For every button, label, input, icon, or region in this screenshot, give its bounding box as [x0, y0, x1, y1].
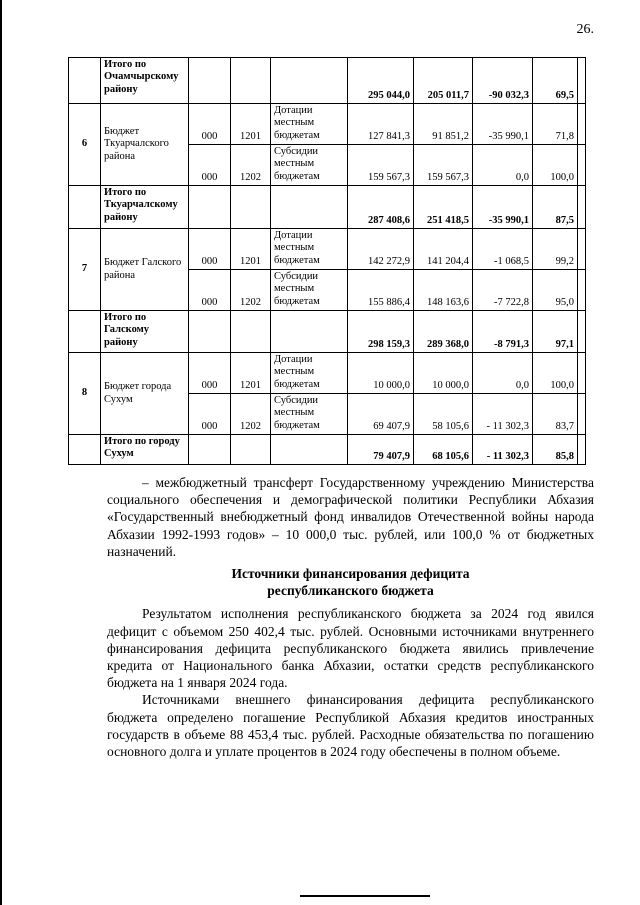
code-cell — [231, 58, 271, 104]
empty-cell — [578, 229, 586, 270]
table-row-total-gal — [69, 311, 586, 353]
empty-cell — [578, 311, 586, 353]
table-row-tkuarchal-dotacii — [69, 104, 586, 145]
section-heading-line1: Источники финансирования дефицита — [231, 566, 470, 582]
code-cell — [189, 58, 231, 104]
value-cell: -90 032,3 — [473, 58, 533, 104]
section-heading — [107, 565, 594, 599]
code-cell — [189, 435, 231, 465]
code-cell: 000 — [189, 229, 231, 270]
page-number: 26. — [576, 22, 594, 37]
desc-cell: Дотации местным бюджетам — [271, 353, 348, 394]
total-label-cell: Итого по Галскому району — [101, 311, 189, 353]
paragraph-deficit-internal: Результатом исполнения республиканского бюджета за 2024 год явился дефицит с объемом 250 402,4 тыс. рублей. Основными источниками внутреннего финансирования дефицита республиканского бюджета явились привлечение кредита от Национального банка Абхазии, остатки средств республиканского бюджета на 1 января 2024 года. — [107, 606, 594, 691]
desc-cell: Субсидии местным бюджетам — [271, 270, 348, 311]
value-cell: 155 886,4 — [348, 270, 414, 311]
value-cell: -35 990,1 — [473, 104, 533, 145]
total-label-cell: Итого по городу Сухум — [101, 435, 189, 465]
empty-cell — [578, 186, 586, 229]
empty-cell — [578, 104, 586, 145]
value-cell: 295 044,0 — [348, 58, 414, 104]
code-cell: 000 — [189, 145, 231, 186]
num-cell — [69, 58, 101, 104]
value-cell: 289 368,0 — [414, 311, 473, 353]
desc-cell — [271, 58, 348, 104]
code-cell: 000 — [189, 104, 231, 145]
num-cell — [69, 186, 101, 229]
table-row-sukhum-dotacii — [69, 353, 586, 394]
value-cell: 142 272,9 — [348, 229, 414, 270]
desc-cell — [271, 186, 348, 229]
desc-cell: Субсидии местным бюджетам — [271, 394, 348, 435]
num-cell: 8 — [69, 353, 101, 435]
code-cell: 1202 — [231, 145, 271, 186]
value-cell: -1 068,5 — [473, 229, 533, 270]
name-cell: Бюджет города Сухум — [101, 353, 189, 435]
body-text — [107, 474, 594, 760]
value-cell: -8 791,3 — [473, 311, 533, 353]
num-cell — [69, 435, 101, 465]
name-cell: Бюджет Галского района — [101, 229, 189, 311]
code-cell: 000 — [189, 353, 231, 394]
paragraph-deficit-external: Источниками внешнего финансирования дефицита республиканского бюджета определено погашение Республикой Абхазия кредитов иностранных государств в объеме 88 453,4 тыс. рублей. Расходные обязательства по погашению основного долга и уплате процентов в 2024 году обеспечены в полном объеме. — [107, 692, 594, 760]
table-row-total-ochamchyra — [69, 58, 586, 104]
empty-cell — [578, 145, 586, 186]
code-cell — [231, 311, 271, 353]
code-cell — [231, 186, 271, 229]
value-cell: - 11 302,3 — [473, 435, 533, 465]
code-cell — [189, 311, 231, 353]
value-cell: - 11 302,3 — [473, 394, 533, 435]
desc-cell — [271, 435, 348, 465]
code-cell: 000 — [189, 270, 231, 311]
total-label-cell: Итого по Ткуарчалскому району — [101, 186, 189, 229]
value-cell: 0,0 — [473, 353, 533, 394]
value-cell: 85,8 — [533, 435, 578, 465]
name-cell: Бюджет Ткуарчалского района — [101, 104, 189, 186]
num-cell — [69, 311, 101, 353]
total-label-cell: Итого по Очамчырскому району — [101, 58, 189, 104]
value-cell: 95,0 — [533, 270, 578, 311]
desc-cell: Дотации местным бюджетам — [271, 104, 348, 145]
value-cell: 127 841,3 — [348, 104, 414, 145]
value-cell: 79 407,9 — [348, 435, 414, 465]
desc-cell: Субсидии местным бюджетам — [271, 145, 348, 186]
value-cell: 97,1 — [533, 311, 578, 353]
value-cell: 159 567,3 — [414, 145, 473, 186]
value-cell: 0,0 — [473, 145, 533, 186]
empty-cell — [578, 394, 586, 435]
value-cell: 287 408,6 — [348, 186, 414, 229]
code-cell — [189, 186, 231, 229]
num-cell: 6 — [69, 104, 101, 186]
num-cell: 7 — [69, 229, 101, 311]
value-cell: 100,0 — [533, 353, 578, 394]
value-cell: 91 851,2 — [414, 104, 473, 145]
value-cell: 87,5 — [533, 186, 578, 229]
empty-cell — [578, 270, 586, 311]
value-cell: 100,0 — [533, 145, 578, 186]
value-cell: 83,7 — [533, 394, 578, 435]
table-row-total-tkuarchal — [69, 186, 586, 229]
empty-cell — [578, 435, 586, 465]
value-cell: 159 567,3 — [348, 145, 414, 186]
value-cell: 71,8 — [533, 104, 578, 145]
value-cell: 251 418,5 — [414, 186, 473, 229]
scan-artifact-bottom-mark — [300, 895, 430, 897]
value-cell: 205 011,7 — [414, 58, 473, 104]
value-cell: 99,2 — [533, 229, 578, 270]
budget-execution-table — [68, 57, 586, 465]
value-cell: 68 105,6 — [414, 435, 473, 465]
scan-artifact-left-border — [0, 0, 2, 905]
table-row-gal-dotacii — [69, 229, 586, 270]
desc-cell — [271, 311, 348, 353]
paragraph-transfer: – межбюджетный трансферт Государственному учреждению Министерства социального обеспечения и демографической политики Республики Абхазия «Государственный внебюджетный фонд инвалидов Отечественной войны народа Абхазии 1992-1993 годов» – 10 000,0 тыс. рублей, или 100,0 % от бюджетных назначений. — [107, 475, 594, 559]
value-cell: 10 000,0 — [348, 353, 414, 394]
code-cell: 1201 — [231, 229, 271, 270]
value-cell: 69,5 — [533, 58, 578, 104]
desc-cell: Дотации местным бюджетам — [271, 229, 348, 270]
empty-cell — [578, 58, 586, 104]
code-cell: 000 — [189, 394, 231, 435]
code-cell: 1202 — [231, 394, 271, 435]
value-cell: -35 990,1 — [473, 186, 533, 229]
code-cell: 1201 — [231, 104, 271, 145]
code-cell — [231, 435, 271, 465]
value-cell: 69 407,9 — [348, 394, 414, 435]
code-cell: 1202 — [231, 270, 271, 311]
value-cell: 148 163,6 — [414, 270, 473, 311]
value-cell: 298 159,3 — [348, 311, 414, 353]
value-cell: 10 000,0 — [414, 353, 473, 394]
value-cell: -7 722,8 — [473, 270, 533, 311]
code-cell: 1201 — [231, 353, 271, 394]
table-row-total-sukhum — [69, 435, 586, 465]
value-cell: 141 204,4 — [414, 229, 473, 270]
empty-cell — [578, 353, 586, 394]
section-heading-line2: республиканского бюджета — [267, 583, 434, 599]
value-cell: 58 105,6 — [414, 394, 473, 435]
